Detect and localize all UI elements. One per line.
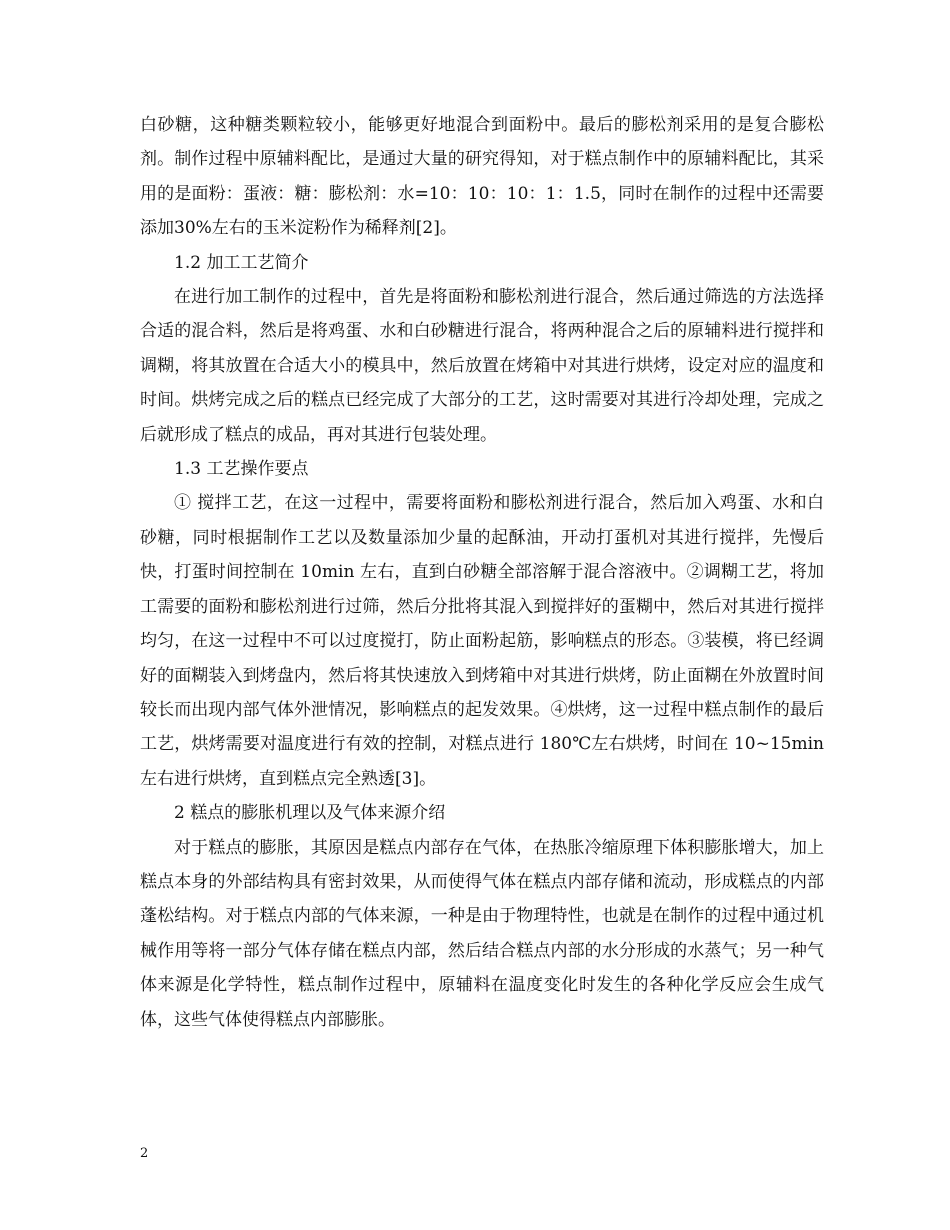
paragraph-operation-points: ① 搅拌工艺，在这一过程中，需要将面粉和膨松剂进行混合，然后加入鸡蛋、水和白砂糖，同时根据制作工艺以及数量添加少量的起酥油，开动打蛋机对其进行搅拌，先慢后快，打蛋时间控制在 10min 左右，直到白砂糖全部溶解于混合溶液中。②调糊工艺，将加工需要的面粉和膨松剂进行过筛，然后分批将其混入到搅拌好的蛋糊中，然后对其进行搅拌均匀，在这一过程中不可以过度搅打，防止面粉起筋，影响糕点的形态。③装模，将已经调好的面糊装入到烤盘内，然后将其快速放入到烤箱中对其进行烘烤，防止面糊在外放置时间较长而出现内部气体外泄情况，影响糕点的起发效果。④烘烤，这一过程中糕点制作的最后工艺，烘烤需要对温度进行有效的控制，对糕点进行 180℃左右烘烤，时间在 10~15min 左右进行烘烤，直到糕点完全熟透[3]。	[140, 493, 824, 789]
paragraph-continued: 白砂糖，这种糖类颗粒较小，能够更好地混合到面粉中。最后的膨松剂采用的是复合膨松剂。制作过程中原辅料配比，是通过大量的研究得知，对于糕点制作中的原辅料配比，其采用的是面粉：蛋液：糖：膨松剂：水=10：10：10：1：1.5，同时在制作的过程中还需要添加30%左右的玉米淀粉作为稀释剂[2]。	[140, 115, 824, 239]
section-heading-1-2: 1.2 加工工艺简介	[174, 252, 309, 273]
paragraph-process-overview: 在进行加工制作的过程中，首先是将面粉和膨松剂进行混合，然后通过筛选的方法选择合适的混合料，然后是将鸡蛋、水和白砂糖进行混合，将两种混合之后的原辅料进行搅拌和调糊，将其放置在合适大小的模具中，然后放置在烤箱中对其进行烘烤，设定对应的温度和时间。烘烤完成之后的糕点已经完成了大部分的工艺，这时需要对其进行冷却处理，完成之后就形成了糕点的成品，再对其进行包装处理。	[140, 287, 824, 445]
section-heading-2: 2 糕点的膨胀机理以及气体来源介绍	[174, 803, 446, 824]
body-text	[140, 108, 824, 1037]
section-heading-1-3: 1.3 工艺操作要点	[174, 459, 309, 480]
paragraph-expansion-mechanism: 对于糕点的膨胀，其原因是糕点内部存在气体，在热胀冷缩原理下体积膨胀增大，加上糕点本身的外部结构具有密封效果，从而使得气体在糕点内部存储和流动，形成糕点的内部蓬松结构。对于糕点内部的气体来源，一种是由于物理特性，也就是在制作的过程中通过机械作用等将一部分气体存储在糕点内部，然后结合糕点内部的水分形成的水蒸气；另一种气体来源是化学特性，糕点制作过程中，原辅料在温度变化时发生的各种化学反应会生成气体，这些气体使得糕点内部膨胀。	[140, 837, 824, 1030]
page-number: 2	[140, 1146, 149, 1161]
